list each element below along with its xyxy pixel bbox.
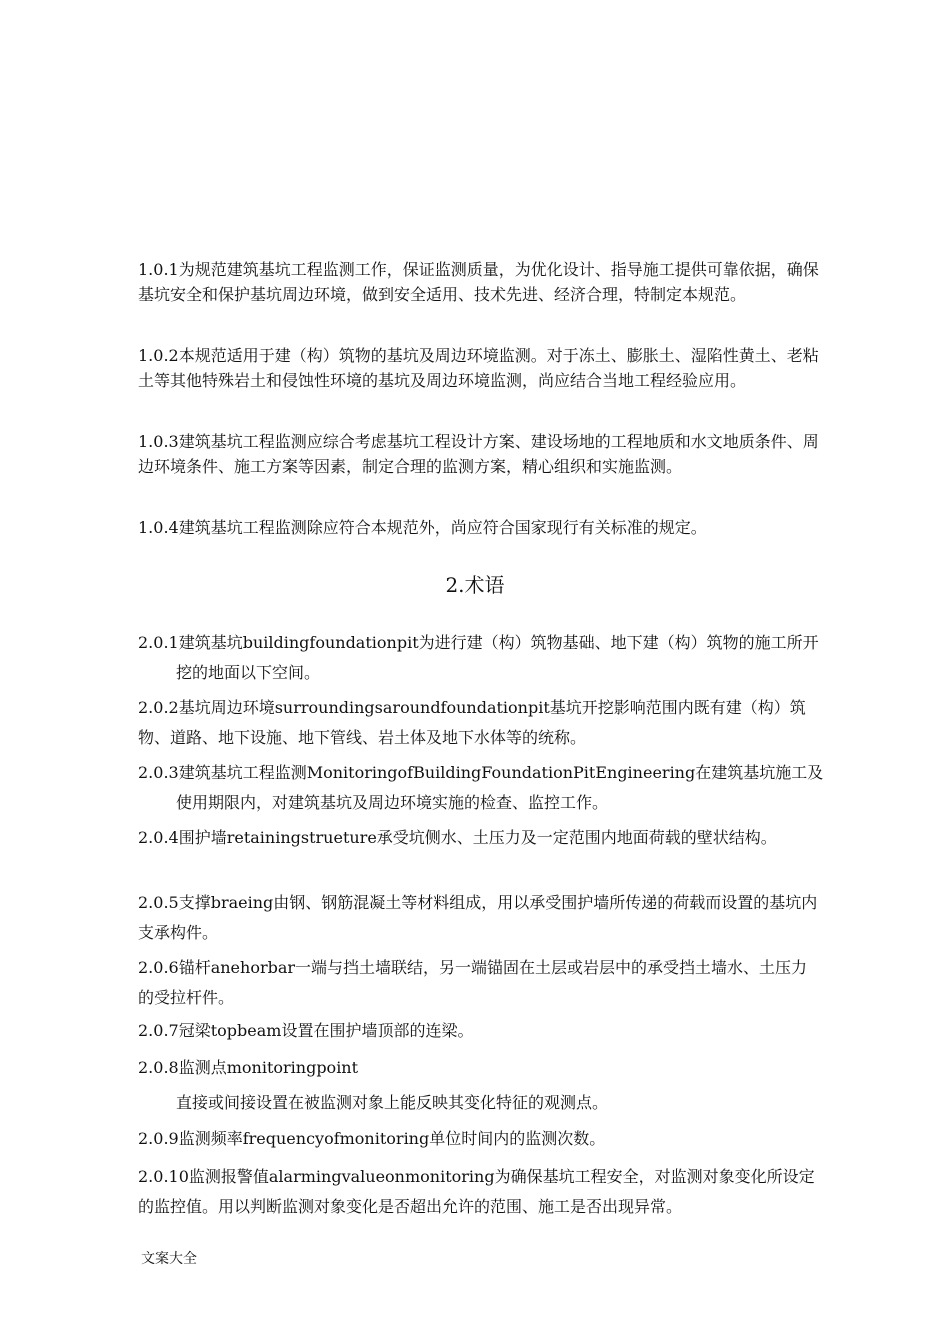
clause-1-0-4: 1.0.4建筑基坑工程监测除应符合本规范外，尚应符合国家现行有关标准的规定。 [138,518,707,537]
clause-1-0-3: 1.0.3建筑基坑工程监测应综合考虑基坑工程设计方案、建设场地的工程地质和水文地质条件、周边环境条件、施工方案等因素，制定合理的监测方案，精心组织和实施监测。 [138,432,819,476]
term-2-0-8-description: 直接或间接设置在被监测对象上能反映其变化特征的观测点。 [176,1093,609,1112]
term-2-0-1: 2.0.1建筑基坑buildingfoundationpit为进行建（构）筑物基础、地下建（构）筑物的施工所开挖的地面以下空间。 [138,633,819,682]
term-2-0-8: 2.0.8监测点monitoringpoint [138,1058,359,1077]
term-2-0-4: 2.0.4围护墙retainingstrueture承受坑侧水、土压力及一定范围内地面荷载的壁状结构。 [138,828,777,847]
term-2-0-7: 2.0.7冠梁topbeam设置在围护墙顶部的连梁。 [138,1021,474,1040]
term-2-0-10: 2.0.10监测报警值alarmingvalueonmonitoring为确保基坑工程安全，对监测对象变化所设定的监控值。用以判断监测对象变化是否超出允许的范围、施工是否出现异常。 [138,1167,815,1216]
term-2-0-3: 2.0.3建筑基坑工程监测MonitoringofBuildingFoundationPitEngineering在建筑基坑施工及使用期限内，对建筑基坑及周边环境实施的检查、监控工作。 [138,763,824,812]
term-2-0-9: 2.0.9监测频率frequencyofmonitoring单位时间内的监测次数。 [138,1129,606,1148]
section-title: 2.术语 [445,573,505,597]
term-2-0-6: 2.0.6锚杆anehorbar一端与挡土墙联结，另一端锚固在土层或岩层中的承受挡土墙水、土压力的受拉杆件。 [138,958,808,1007]
term-2-0-2: 2.0.2基坑周边环境surroundingsaroundfoundationpit基坑开挖影响范围内既有建（构）筑物、道路、地下设施、地下管线、岩土体及地下水体等的统称。 [138,698,806,747]
term-2-0-5: 2.0.5支撑braeing由钢、钢筋混凝土等材料组成，用以承受围护墙所传递的荷载而设置的基坑内支承构件。 [138,893,818,942]
clause-1-0-1: 1.0.1为规范建筑基坑工程监测工作，保证监测质量，为优化设计、指导施工提供可靠依据，确保基坑安全和保护基坑周边环境，做到安全适用、技术先进、经济合理，特制定本规范。 [138,260,819,304]
clause-1-0-2: 1.0.2本规范适用于建（构）筑物的基坑及周边环境监测。对于冻土、膨胀土、湿陷性黄土、老粘土等其他特殊岩土和侵蚀性环境的基坑及周边环境监测，尚应结合当地工程经验应用。 [138,346,819,390]
page-footer: 文案大全 [141,1251,197,1267]
